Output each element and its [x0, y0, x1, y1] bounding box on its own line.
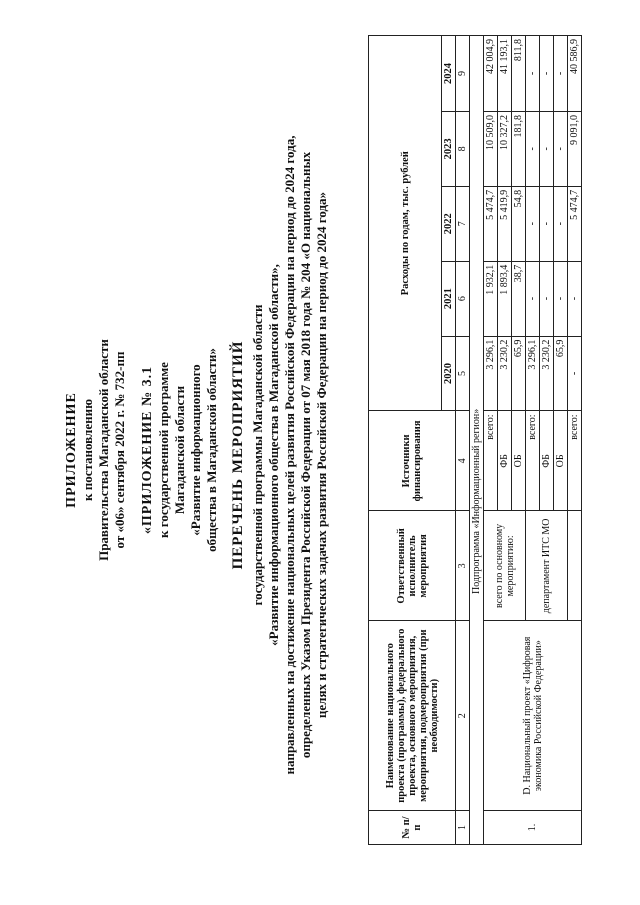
appendix-header	[64, 330, 220, 570]
value-cell: -	[526, 36, 540, 112]
value-cell: 10 509,0	[484, 111, 498, 186]
title-line-2: «Развитие информационного общества в Магаданской области»,	[266, 264, 281, 646]
subprogram-title: Подпрограмма «Информационный регион»	[470, 36, 484, 845]
value-cell: -	[554, 36, 568, 112]
value-cell: -	[568, 261, 582, 336]
project-name: D. Национальный проект «Цифровая экономика Российской Федерации»	[484, 621, 582, 811]
source-cell: ОБ	[554, 411, 568, 511]
value-cell: -	[540, 186, 554, 261]
header-year: 2023	[442, 111, 456, 186]
value-cell: -	[526, 186, 540, 261]
source-cell: всего:	[484, 411, 498, 511]
appendix-title: ПРИЛОЖЕНИЕ	[64, 392, 79, 508]
title-line-5: целях и стратегических задачах развития Российской Федерации на период до 2024 года»	[314, 191, 329, 719]
column-number: 1	[456, 811, 470, 845]
value-cell: 3 296,1	[484, 336, 498, 411]
value-cell: 10 327,2	[498, 111, 512, 186]
value-cell: 5 474,7	[568, 186, 582, 261]
value-cell: -	[554, 261, 568, 336]
value-cell: -	[540, 111, 554, 186]
value-cell: 1 893,4	[498, 261, 512, 336]
value-cell: 65,9	[554, 336, 568, 411]
value-cell: 3 296,1	[526, 336, 540, 411]
value-cell: 3 230,2	[498, 336, 512, 411]
row-number: 1.	[484, 811, 582, 845]
column-number: 9	[456, 36, 470, 112]
column-number: 6	[456, 261, 470, 336]
source-cell: ФБ	[540, 411, 554, 511]
column-number: 7	[456, 186, 470, 261]
appendix-government: Правительства Магаданской области	[96, 339, 111, 561]
column-number: 5	[456, 336, 470, 411]
value-cell: -	[526, 111, 540, 186]
column-number-row	[456, 36, 470, 845]
value-cell: 42 004,9	[484, 36, 498, 112]
header-year: 2020	[442, 336, 456, 411]
header-executor: Ответственный исполнитель мероприятия	[369, 511, 456, 621]
table-row	[484, 36, 498, 845]
title-line-3: направленных на достижение национальных целей развития Российской Федерации на период до 2024 года,	[282, 135, 297, 775]
value-cell: 5 474,7	[484, 186, 498, 261]
value-cell: -	[554, 111, 568, 186]
header-expenses: Расходы по годам, тыс. рублей	[369, 36, 442, 411]
column-number: 4	[456, 411, 470, 511]
group-label	[568, 511, 582, 621]
title-line-1: государственной программы Магаданской области	[250, 304, 265, 606]
document-title: ПЕРЕЧЕНЬ МЕРОПРИЯТИЙ	[230, 340, 246, 570]
source-cell: всего:	[526, 411, 540, 511]
value-cell: 40 586,9	[568, 36, 582, 112]
appendix-to-decree: к постановлению	[80, 398, 95, 502]
value-cell: -	[554, 186, 568, 261]
group-label: всего по основному мероприятию:	[484, 511, 526, 621]
value-cell: 9 091,0	[568, 111, 582, 186]
source-cell: ФБ	[498, 411, 512, 511]
appendix-region: Магаданской области	[172, 385, 187, 515]
value-cell: 41 193,1	[498, 36, 512, 112]
value-cell: -	[568, 336, 582, 411]
source-cell: всего:	[568, 411, 582, 511]
activities-table	[368, 35, 582, 845]
column-number: 8	[456, 111, 470, 186]
header-name: Наименование национального проекта (программы), федерального проекта, основного мероприятия, мероприятия, подмероприятия (при необходимости)	[369, 621, 456, 811]
appendix-program-name-2: общества в Магаданской области»	[204, 348, 219, 552]
value-cell: -	[526, 261, 540, 336]
value-cell: 65,9	[512, 336, 526, 411]
header-year: 2022	[442, 186, 456, 261]
value-cell: 181,8	[512, 111, 526, 186]
header-num: № п/п	[369, 811, 456, 845]
value-cell: 3 230,2	[540, 336, 554, 411]
appendix-number: «ПРИЛОЖЕНИЕ № 3.1	[140, 365, 155, 535]
source-cell: ОБ	[512, 411, 526, 511]
subprogram-row	[470, 36, 484, 845]
header-source: Источники финансирования	[369, 411, 456, 511]
value-cell: 1 932,1	[484, 261, 498, 336]
column-number: 2	[456, 621, 470, 811]
document-title-block	[230, 45, 330, 865]
header-year: 2021	[442, 261, 456, 336]
table-header-row	[369, 36, 442, 845]
column-number: 3	[456, 511, 470, 621]
value-cell: -	[540, 36, 554, 112]
value-cell: 811,8	[512, 36, 526, 112]
header-year: 2024	[442, 36, 456, 112]
value-cell: 38,7	[512, 261, 526, 336]
appendix-decree-date: от «06» сентября 2022 г. № 732-пп	[112, 351, 127, 549]
group-label: департамент ИТС МО	[526, 511, 568, 621]
appendix-program-name-1: «Развитие информационного	[188, 364, 203, 536]
appendix-to-program: к государственной программе	[156, 362, 171, 538]
value-cell: 5 419,9	[498, 186, 512, 261]
title-line-4: определенных Указом Президента Российской Федерации от 07 мая 2018 года № 204 «О национальных	[298, 151, 313, 759]
value-cell: -	[540, 261, 554, 336]
value-cell: 54,8	[512, 186, 526, 261]
